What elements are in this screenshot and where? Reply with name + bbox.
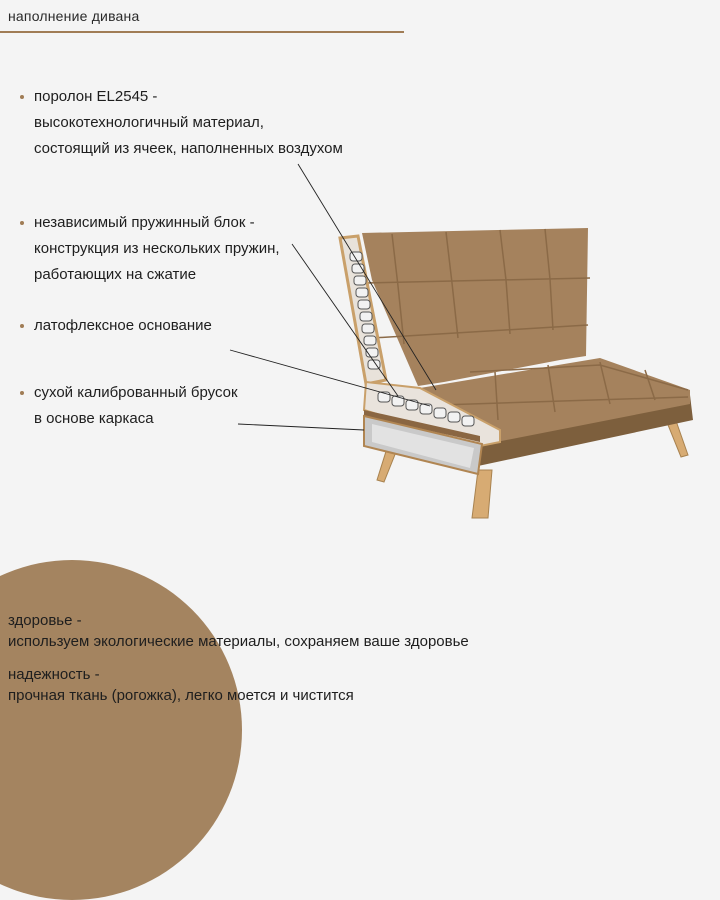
sofa-leg-front-right	[472, 470, 492, 518]
feature-wood-line-1: сухой калиброванный брусок	[34, 384, 238, 401]
benefit-reliability-text: прочная ткань (рогожка), легко моется и чистится	[8, 687, 354, 704]
feature-wood-line-2: в основе каркаса	[34, 410, 154, 427]
benefit-reliability	[8, 664, 354, 706]
sofa-back-cushion	[362, 228, 588, 386]
benefit-reliability-title: надежность -	[8, 666, 100, 683]
page-title: наполнение дивана	[8, 8, 140, 24]
feature-foam-line-2: высокотехнологичный материал,	[34, 114, 264, 131]
benefit-health-title: здоровье -	[8, 612, 82, 629]
benefit-health	[8, 610, 469, 652]
feature-spring-line-2: конструкция из нескольких пружин,	[34, 240, 280, 257]
feature-foam-line-1: поролон EL2545 -	[34, 88, 158, 105]
benefit-health-text: используем экологические материалы, сохраняем ваше здоровье	[8, 633, 469, 650]
feature-lath-line-1: латофлексное основание	[34, 317, 212, 334]
feature-spring-line-3: работающих на сжатие	[34, 266, 197, 283]
feature-foam-line-3: состоящий из ячеек, наполненных воздухом	[34, 140, 343, 157]
feature-spring-line-1: независимый пружинный блок -	[34, 214, 255, 231]
